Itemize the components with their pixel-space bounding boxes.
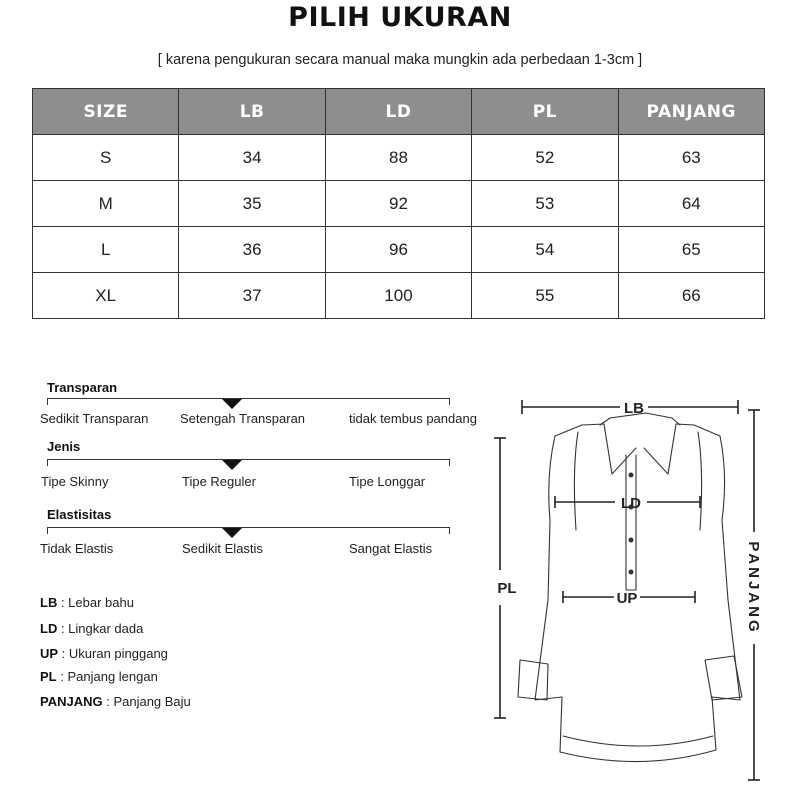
legend-abbr: LB	[40, 595, 58, 610]
legend-desc: : Lebar bahu	[57, 595, 134, 610]
collar-right	[644, 424, 676, 474]
table-row	[33, 273, 765, 319]
label-pl: PL	[497, 580, 517, 597]
header-panjang: PANJANG	[618, 89, 764, 135]
scale-option: Tidak Elastis	[40, 541, 114, 556]
legend-desc: : Ukuran pinggang	[58, 646, 168, 661]
table-row	[33, 181, 765, 227]
scale-line	[47, 398, 450, 405]
header-ld: LD	[325, 89, 471, 135]
scale-option: Setengah Transparan	[180, 411, 306, 426]
shirt-diagram	[480, 385, 790, 785]
header-pl: PL	[472, 89, 618, 135]
legend-up	[40, 646, 168, 661]
table-cell: 54	[472, 227, 618, 273]
table-cell: 63	[618, 135, 764, 181]
table-cell: 53	[472, 181, 618, 227]
scale-marker-icon	[222, 460, 242, 470]
header-lb: LB	[179, 89, 325, 135]
legend-ld	[40, 621, 143, 636]
table-cell: M	[33, 181, 179, 227]
label-panjang: PANJANG	[745, 541, 762, 635]
right-cuff	[705, 656, 742, 700]
scale-option: tidak tembus pandang	[349, 411, 477, 426]
scale-marker-icon	[222, 528, 242, 538]
table-cell: 96	[325, 227, 471, 273]
table-row	[33, 227, 765, 273]
scale-option: Sangat Elastis	[349, 541, 433, 556]
label-lb: LB	[624, 400, 644, 417]
legend-abbr: UP	[40, 646, 59, 661]
table-cell: L	[33, 227, 179, 273]
scale-option: Sedikit Transparan	[40, 411, 149, 426]
legend-abbr: LD	[40, 621, 58, 636]
legend-desc: : Panjang Baju	[102, 694, 191, 709]
legend-pl	[40, 669, 158, 684]
size-table	[32, 88, 765, 319]
table-cell: 64	[618, 181, 764, 227]
table-cell: 100	[325, 273, 471, 319]
table-cell: 66	[618, 273, 764, 319]
label-up: UP	[616, 590, 638, 607]
scale-title: Elastisitas	[47, 507, 112, 522]
scale-title: Jenis	[47, 439, 81, 454]
scale-option: Tipe Longgar	[349, 474, 426, 489]
table-cell: 36	[179, 227, 325, 273]
legend-abbr: PANJANG	[40, 694, 103, 709]
scale-line	[47, 527, 450, 534]
table-cell: 65	[618, 227, 764, 273]
scale-option: Tipe Skinny	[41, 474, 109, 489]
scale-option: Sedikit Elastis	[182, 541, 263, 556]
table-cell: 34	[179, 135, 325, 181]
page-title: PILIH UKURAN	[288, 2, 512, 33]
buttons	[629, 473, 634, 575]
scale-marker-icon	[222, 399, 242, 409]
legend-abbr: PL	[40, 669, 57, 684]
legend-desc: : Lingkar dada	[57, 621, 144, 636]
label-ld: LD	[621, 495, 641, 512]
table-row	[33, 135, 765, 181]
table-cell: XL	[33, 273, 179, 319]
table-cell: 92	[325, 181, 471, 227]
shirt-outline	[535, 425, 740, 762]
page-subtitle: [ karena pengukuran secara manual maka mungkin ada perbedaan 1-3cm ]	[157, 52, 643, 68]
legend-lb	[40, 595, 134, 610]
legend-desc: : Panjang lengan	[56, 669, 158, 684]
collar-left	[604, 424, 636, 474]
table-cell: 37	[179, 273, 325, 319]
table-cell: 55	[472, 273, 618, 319]
scale-title: Transparan	[47, 380, 118, 395]
left-cuff	[518, 660, 548, 700]
table-cell: S	[33, 135, 179, 181]
table-cell: 52	[472, 135, 618, 181]
legend-panjang	[40, 694, 191, 709]
table-cell: 88	[325, 135, 471, 181]
table-header-row	[33, 89, 765, 135]
header-size: SIZE	[33, 89, 179, 135]
table-cell: 35	[179, 181, 325, 227]
scale-option: Tipe Reguler	[182, 474, 256, 489]
scale-line	[47, 459, 450, 466]
